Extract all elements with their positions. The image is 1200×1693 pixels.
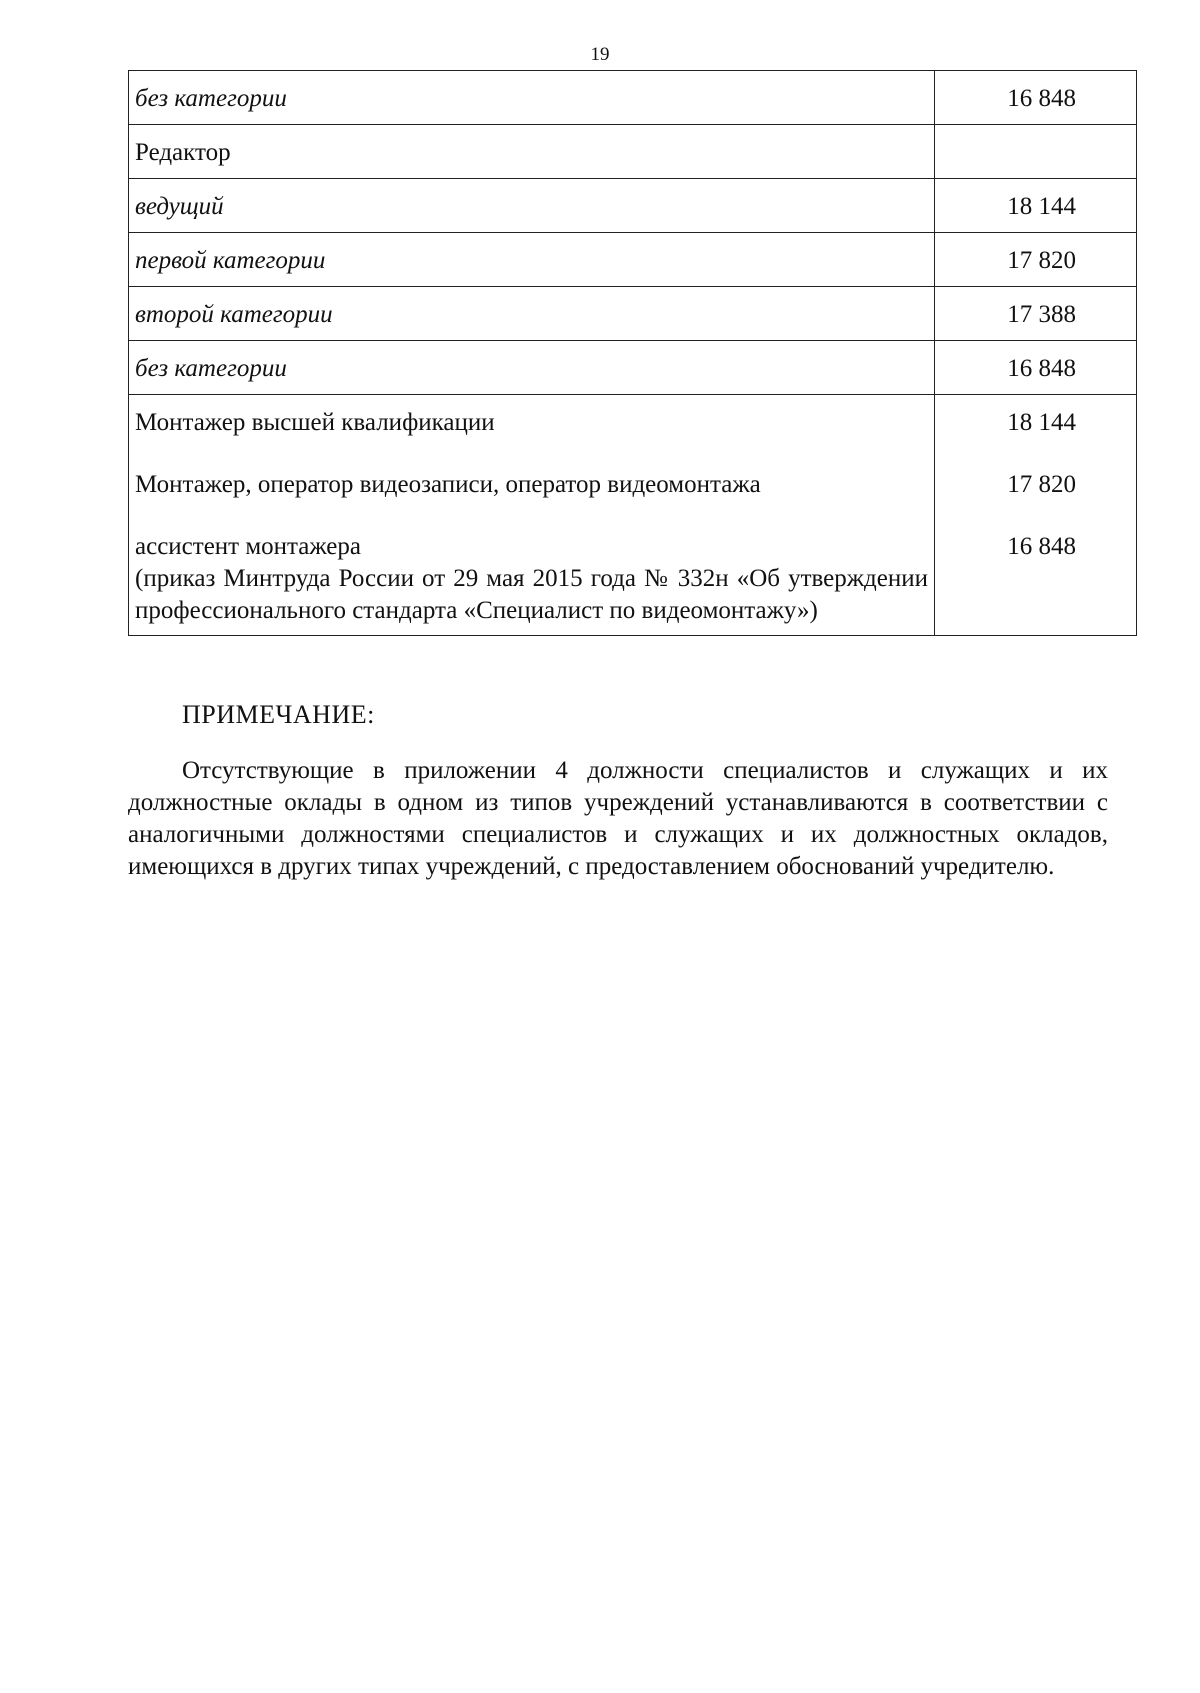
- note-heading: ПРИМЕЧАНИЕ:: [182, 700, 375, 729]
- position-name: второй категории: [129, 287, 935, 341]
- salary-value: 18 144: [1007, 409, 1076, 436]
- salary-group: [935, 395, 1137, 636]
- table-row: [129, 179, 1137, 233]
- table-row: [129, 71, 1137, 125]
- position-name: без категории: [129, 341, 935, 395]
- page-number: 19: [590, 44, 610, 65]
- order-reference: (приказ Минтруда России от 29 мая 2015 года № 332н «Об утверждении профессионального стандарта «Специалист по видеомонтажу»): [135, 565, 928, 624]
- position-group: [129, 395, 935, 636]
- table-row-group: [129, 395, 1137, 636]
- table-row: [129, 287, 1137, 341]
- salary-value: [935, 125, 1137, 179]
- position-name: первой категории: [129, 233, 935, 287]
- salary-value: 17 388: [935, 287, 1137, 341]
- salary-value: 18 144: [935, 179, 1137, 233]
- note-text: Отсутствующие в приложении 4 должности специалистов и служащих и их должностные оклады в одном из типов учреждений устанавливаются в соответствии с аналогичными должностями специалистов и служащих и их должностных окладов, имеющихся в других типах учреждений, с предоставлением обоснований учредителю.: [128, 757, 1108, 880]
- table-row: [129, 341, 1137, 395]
- position-name: Редактор: [129, 125, 935, 179]
- table-row: [129, 125, 1137, 179]
- position-name: Монтажер, оператор видеозаписи, оператор видеомонтажа: [135, 471, 761, 498]
- table-row: [129, 233, 1137, 287]
- salary-value: 17 820: [1007, 471, 1076, 498]
- salary-value: 16 848: [935, 71, 1137, 125]
- position-name: без категории: [129, 71, 935, 125]
- salary-value: 16 848: [935, 341, 1137, 395]
- position-name: Монтажер высшей квалификации: [135, 409, 495, 436]
- salary-value: 16 848: [1007, 533, 1076, 560]
- position-name: ассистент монтажера: [135, 533, 362, 560]
- salary-table: [128, 70, 1137, 636]
- salary-value: 17 820: [935, 233, 1137, 287]
- position-name: ведущий: [129, 179, 935, 233]
